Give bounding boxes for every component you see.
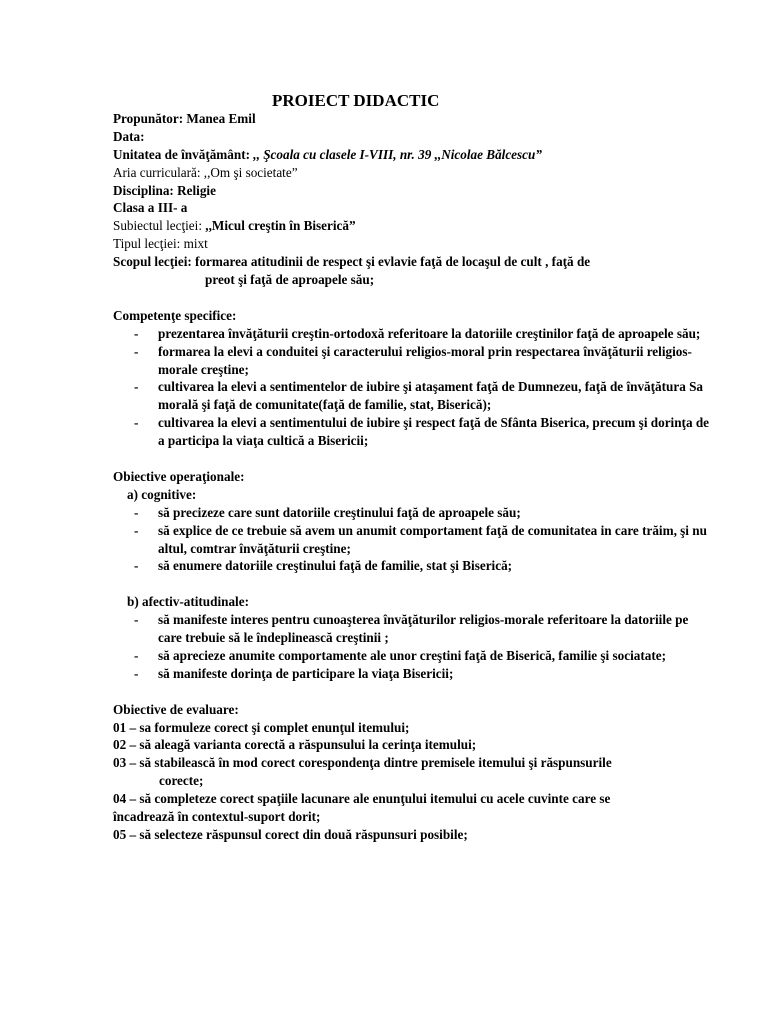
tipul-line xyxy=(113,235,713,253)
aria-label: Aria curriculară xyxy=(113,164,197,180)
tipul-label: Tipul lecţiei: xyxy=(113,236,181,252)
evaluare-item-03: 03 – să stabilească în mod corect corespondenţa dintre premisele itemului şi răspunsurile xyxy=(113,755,612,771)
clasa-line: Clasa a III- a xyxy=(113,200,188,216)
spacer xyxy=(113,575,713,593)
list-item: - să aprecieze anumite comportamente ale unor creştini faţă de Biserică, familie şi sociatate; xyxy=(113,647,713,665)
scopul-line xyxy=(113,253,713,271)
propunator-label: Propunător: xyxy=(113,111,184,126)
cognitive-list xyxy=(113,504,713,576)
aria-line xyxy=(113,164,713,182)
data-label: Data: xyxy=(113,128,145,144)
document-title: PROIECT DIDACTIC xyxy=(272,91,440,110)
obiective-evaluare-heading: Obiective de evaluare: xyxy=(113,701,239,717)
scopul-continuation: preot şi faţă de aproapele său; xyxy=(205,272,375,288)
scopul-label: Scopul lecţiei: xyxy=(113,254,192,270)
unitatea-line xyxy=(113,146,713,164)
obiective-operationale-heading: Obiective operaţionale: xyxy=(113,468,245,484)
list-item: - să enumere datoriile creştinului faţă de familie, stat şi Biserică; xyxy=(113,557,713,575)
disciplina-line xyxy=(113,182,713,200)
list-item: - să precizeze care sunt datoriile creştinului faţă de aproapele său; xyxy=(113,504,713,522)
propunator-line xyxy=(113,110,713,128)
competente-list xyxy=(113,325,713,450)
propunator-value: Manea Emil xyxy=(183,111,256,126)
unitatea-value: ,, Şcoala cu clasele I-VIII, nr. 39 ,,Nicolae Bălcescu” xyxy=(250,146,542,162)
list-item: - formarea la elevi a conduitei şi caracterului religios-moral prin respectarea învăţăturii religios-morale creştine; xyxy=(113,343,713,379)
spacer xyxy=(113,289,713,307)
evaluare-item-02: 02 – să aleagă varianta corectă a răspunsului la cerinţa itemului; xyxy=(113,737,477,753)
unitatea-label: Unitatea de învăţământ: xyxy=(113,146,250,162)
tipul-value: mixt xyxy=(180,236,208,252)
document-body xyxy=(113,110,713,844)
aria-value: : ,,Om şi societate” xyxy=(196,164,298,180)
evaluare-item-01: 01 – sa formuleze corect şi complet enunţul itemului; xyxy=(113,719,410,735)
list-item: - prezentarea învăţăturii creştin-ortodoxă referitoare la datoriile creştinilor faţă de aproapele său; xyxy=(113,325,713,343)
evaluare-item-05: 05 – să selecteze răspunsul corect din două răspunsuri posibile; xyxy=(113,826,468,842)
scopul-value: formarea atitudinii de respect şi evlavie faţă de locaşul de cult , faţă de xyxy=(191,254,591,270)
evaluare-item-03-continuation: corecte; xyxy=(159,773,204,789)
disciplina-value: Religie xyxy=(173,182,216,198)
list-item: - să explice de ce trebuie să avem un anumit comportament faţă de comunitatea in care trăim, şi nu altul, comtrar învăţăturii creştine; xyxy=(113,522,713,558)
afectiv-heading: b) afectiv-atitudinale: xyxy=(127,594,249,610)
evaluare-item-04-continuation: încadrează în contextul-suport dorit; xyxy=(113,809,321,824)
afectiv-list xyxy=(113,611,713,683)
competente-heading: Competenţe specifice: xyxy=(113,307,237,323)
subiectul-line xyxy=(113,217,713,235)
subiectul-value: ,,Micul creştin în Biserică” xyxy=(202,218,356,234)
list-item: - să manifeste interes pentru cunoaşterea învăţăturilor religios-morale referitoare la datoriile pe care trebuie să le îndeplinească creştinii ; xyxy=(113,611,713,647)
data-line xyxy=(113,128,713,146)
cognitive-heading: a) cognitive: xyxy=(127,486,197,502)
list-item: - cultivarea la elevi a sentimentelor de iubire şi ataşament faţă de Dumnezeu, faţă de învăţătura Sa morală şi faţă de comunitate(faţă de familie, stat, Biserică); xyxy=(113,378,713,414)
disciplina-label: Disciplina: xyxy=(113,182,174,198)
spacer xyxy=(113,450,713,468)
evaluare-item-04: 04 – să completeze corect spaţiile lacunare ale enunţului itemului cu acele cuvinte care se xyxy=(113,791,611,807)
list-item: - cultivarea la elevi a sentimentului de iubire şi respect faţă de Sfânta Biserica, precum şi dorinţa de a participa la viaţa cultică a Bisericii; xyxy=(113,414,713,450)
subiectul-label: Subiectul lecţiei: xyxy=(113,218,202,234)
list-item: - să manifeste dorinţa de participare la viaţa Bisericii; xyxy=(113,665,713,683)
spacer xyxy=(113,683,713,701)
